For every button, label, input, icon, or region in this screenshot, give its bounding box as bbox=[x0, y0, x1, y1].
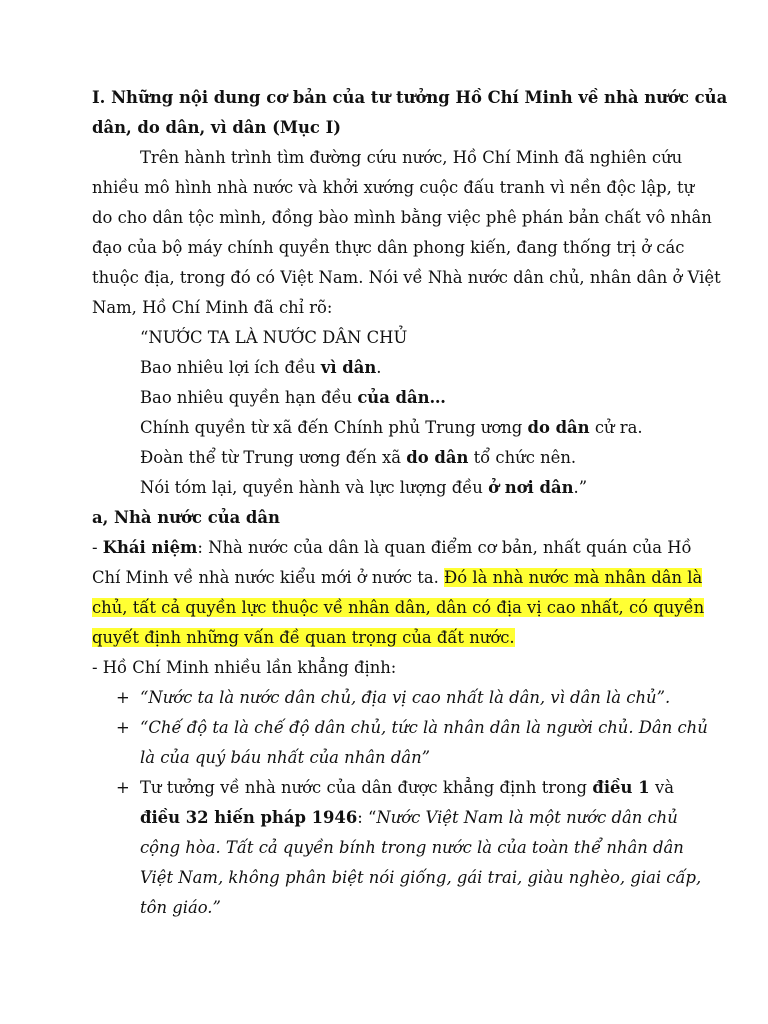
quote-line-2-text: Bao nhiêu lợi ích đều bbox=[140, 358, 321, 377]
quote-line-3-bold: của dân… bbox=[357, 388, 446, 407]
quote-line-5-bold: do dân bbox=[406, 448, 469, 467]
quote-line-4-bold: do dân bbox=[527, 418, 590, 437]
definition-dash: - bbox=[92, 538, 103, 557]
subsection-title: a, Nhà nước của dân bbox=[92, 508, 280, 527]
highlighted-text-3: quyết định những vấn đề quan trọng của đất nước. bbox=[92, 628, 515, 647]
bullet-3-line-2-quote: Nước Việt Nam là một nước dân chủ bbox=[376, 808, 678, 827]
bullet-3-article-1: điều 1 bbox=[592, 778, 650, 797]
definition-term: Khái niệm bbox=[102, 538, 198, 557]
highlighted-text-2: chủ, tất cả quyền lực thuộc về nhân dân, dân có địa vị cao nhất, có quyền bbox=[92, 598, 705, 617]
bullet-marker-3: + bbox=[116, 778, 130, 797]
definition-line-4 bbox=[92, 628, 515, 648]
bullet-3-line-2 bbox=[140, 808, 678, 828]
intro-line-3: do cho dân tộc mình, đồng bào mình bằng việc phê phán bản chất vô nhân bbox=[92, 208, 712, 227]
definition-line-1-rest: : Nhà nước của dân là quan điểm cơ bản, nhất quán của Hồ bbox=[197, 538, 692, 557]
bullet-3-line-3: cộng hòa. Tất cả quyền bính trong nước là của toàn thể nhân dân bbox=[140, 838, 684, 857]
highlighted-text-1: Đó là nhà nước mà nhân dân là bbox=[444, 568, 703, 587]
definition-line-2 bbox=[92, 568, 703, 588]
bullet-2-line-1: “Chế độ ta là chế độ dân chủ, tức là nhân dân là người chủ. Dân chủ bbox=[140, 718, 708, 737]
quote-line-6-text: Nói tóm lại, quyền hành và lực lượng đều bbox=[140, 478, 489, 497]
definition-line-3 bbox=[92, 598, 705, 618]
definition-line-1 bbox=[92, 538, 692, 558]
quote-line-2-end: . bbox=[376, 358, 382, 377]
quote-line-5 bbox=[140, 448, 576, 468]
affirm-line: - Hồ Chí Minh nhiều lần khẳng định: bbox=[92, 658, 397, 677]
intro-line-5: thuộc địa, trong đó có Việt Nam. Nói về Nhà nước dân chủ, nhân dân ở Việt bbox=[92, 268, 721, 287]
quote-line-2 bbox=[140, 358, 382, 378]
bullet-marker-1: + bbox=[116, 688, 130, 707]
section-heading-line-1: I. Những nội dung cơ bản của tư tưởng Hồ Chí Minh về nhà nước của bbox=[92, 88, 728, 107]
intro-line-2: nhiều mô hình nhà nước và khởi xướng cuộc đấu tranh vì nền độc lập, tự bbox=[92, 178, 695, 197]
quote-line-3-text: Bao nhiêu quyền hạn đều bbox=[140, 388, 358, 407]
intro-line-1: Trên hành trình tìm đường cứu nước, Hồ Chí Minh đã nghiên cứu bbox=[140, 148, 683, 167]
section-heading-line-2: dân, do dân, vì dân (Mục I) bbox=[92, 118, 342, 137]
quote-line-6 bbox=[140, 478, 587, 498]
bullet-3-line-5: tôn giáo.” bbox=[140, 898, 221, 917]
bullet-1-text: “Nước ta là nước dân chủ, địa vị cao nhất là dân, vì dân là chủ”. bbox=[140, 688, 671, 707]
intro-line-4: đạo của bộ máy chính quyền thực dân phong kiến, đang thống trị ở các bbox=[92, 238, 685, 257]
bullet-3-line-2-colon: : “ bbox=[357, 808, 377, 827]
quote-line-4 bbox=[140, 418, 643, 438]
bullet-3-line-1-text: Tư tưởng về nhà nước của dân được khẳng định trong bbox=[140, 778, 593, 797]
bullet-3-line-1 bbox=[140, 778, 674, 798]
bullet-3-article-32: điều 32 hiến pháp 1946 bbox=[140, 808, 358, 827]
definition-line-2-text: Chí Minh về nhà nước kiểu mới ở nước ta. bbox=[92, 568, 445, 587]
quote-line-2-bold: vì dân bbox=[320, 358, 377, 377]
quote-line-4-end: cử ra. bbox=[589, 418, 643, 437]
bullet-3-line-1-end: và bbox=[649, 778, 674, 797]
quote-line-6-bold: ở nơi dân bbox=[488, 478, 574, 497]
quote-line-5-text: Đoàn thể từ Trung ương đến xã bbox=[140, 448, 407, 467]
bullet-3-line-4: Việt Nam, không phân biệt nói giống, gái trai, giàu nghèo, giai cấp, bbox=[140, 868, 702, 887]
quote-line-1: “NƯỚC TA LÀ NƯỚC DÂN CHỦ bbox=[140, 328, 408, 347]
quote-line-5-end: tổ chức nên. bbox=[468, 448, 577, 467]
quote-line-4-text: Chính quyền từ xã đến Chính phủ Trung ương bbox=[140, 418, 528, 437]
bullet-2-line-2: là của quý báu nhất của nhân dân” bbox=[140, 748, 431, 767]
bullet-marker-2: + bbox=[116, 718, 130, 737]
quote-line-6-end: .” bbox=[573, 478, 588, 497]
quote-line-3 bbox=[140, 388, 446, 408]
intro-line-6: Nam, Hồ Chí Minh đã chỉ rõ: bbox=[92, 298, 333, 317]
